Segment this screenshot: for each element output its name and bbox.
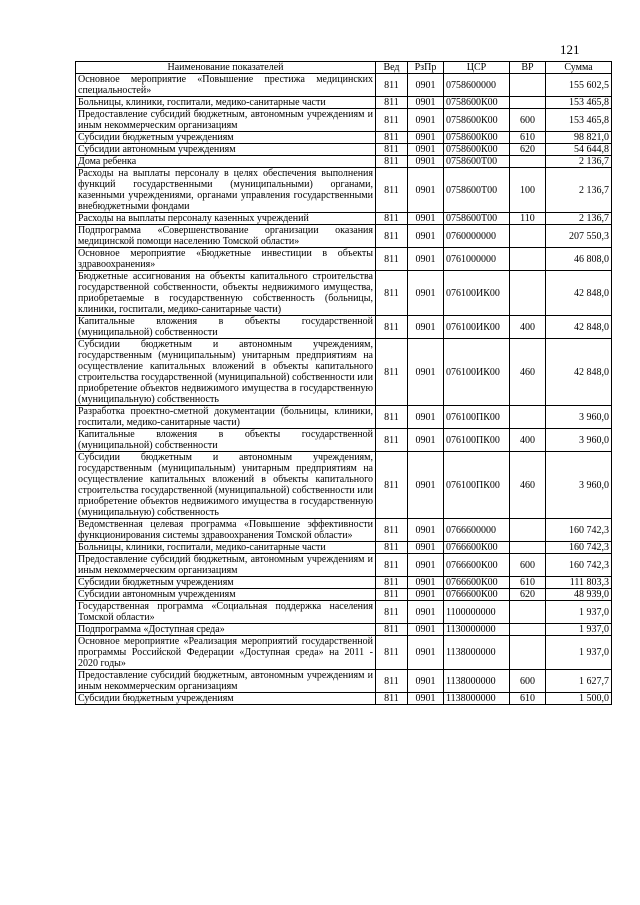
- cell-rzpr: 0901: [408, 248, 444, 271]
- cell-rzpr: 0901: [408, 519, 444, 542]
- cell-ved: 811: [376, 542, 408, 554]
- table-row: [76, 213, 612, 225]
- cell-name: Бюджетные ассигнования на объекты капитального строительства государственной собственности, объекты недвижимого имущества, приобретаемые в государственную собственность (больницы, клиники, госпитали, медико-санитарные части): [76, 271, 376, 316]
- cell-ved: 811: [376, 636, 408, 670]
- cell-ved: 811: [376, 316, 408, 339]
- cell-rzpr: 0901: [408, 213, 444, 225]
- table-row: [76, 109, 612, 132]
- cell-name: Разработка проектно-сметной документации (больницы, клиники, госпитали, медико-санитарные части): [76, 406, 376, 429]
- cell-ved: 811: [376, 589, 408, 601]
- cell-sum: 1 937,0: [546, 624, 612, 636]
- cell-ved: 811: [376, 693, 408, 705]
- cell-vr: [510, 271, 546, 316]
- cell-name: Субсидии бюджетным учреждениям: [76, 577, 376, 589]
- cell-ved: 811: [376, 144, 408, 156]
- cell-sum: 153 465,8: [546, 97, 612, 109]
- cell-name: Основное мероприятие «Реализация мероприятий государственной программы Российской Федерации «Доступная среда» на 2011 - 2020 годы»: [76, 636, 376, 670]
- cell-sum: 42 848,0: [546, 316, 612, 339]
- cell-rzpr: 0901: [408, 109, 444, 132]
- cell-ved: 811: [376, 339, 408, 406]
- cell-name: Предоставление субсидий бюджетным, автономным учреждениям и иным некоммерческим организациям: [76, 554, 376, 577]
- cell-vr: 460: [510, 452, 546, 519]
- cell-ved: 811: [376, 452, 408, 519]
- table-row: [76, 271, 612, 316]
- table-row: [76, 225, 612, 248]
- cell-sum: 1 500,0: [546, 693, 612, 705]
- table-row: [76, 452, 612, 519]
- cell-rzpr: 0901: [408, 624, 444, 636]
- cell-rzpr: 0901: [408, 601, 444, 624]
- cell-sum: 42 848,0: [546, 271, 612, 316]
- cell-csr: 1130000000: [444, 624, 510, 636]
- cell-name: Расходы на выплаты персоналу казенных учреждений: [76, 213, 376, 225]
- cell-csr: 076100ПК00: [444, 452, 510, 519]
- cell-csr: 076100ПК00: [444, 406, 510, 429]
- table-row: [76, 168, 612, 213]
- page-number: 121: [560, 42, 580, 57]
- cell-name: Субсидии бюджетным учреждениям: [76, 132, 376, 144]
- cell-vr: [510, 225, 546, 248]
- cell-vr: [510, 624, 546, 636]
- table-row: [76, 693, 612, 705]
- cell-csr: 0758600Т00: [444, 168, 510, 213]
- cell-csr: 076100ИК00: [444, 316, 510, 339]
- cell-rzpr: 0901: [408, 542, 444, 554]
- table-row: [76, 316, 612, 339]
- cell-sum: 1 937,0: [546, 636, 612, 670]
- table-row: [76, 74, 612, 97]
- cell-csr: 0758600Т00: [444, 156, 510, 168]
- cell-sum: 98 821,0: [546, 132, 612, 144]
- cell-name: Субсидии автономным учреждениям: [76, 144, 376, 156]
- cell-name: Больницы, клиники, госпитали, медико-санитарные части: [76, 542, 376, 554]
- cell-rzpr: 0901: [408, 636, 444, 670]
- cell-vr: [510, 74, 546, 97]
- table-row: [76, 429, 612, 452]
- table-row: [76, 577, 612, 589]
- table-row: [76, 339, 612, 406]
- cell-vr: [510, 97, 546, 109]
- cell-name: Подпрограмма «Совершенствование организации оказания медицинской помощи населению Томской области»: [76, 225, 376, 248]
- cell-name: Капитальные вложения в объекты государственной (муниципальной) собственности: [76, 316, 376, 339]
- cell-sum: 160 742,3: [546, 554, 612, 577]
- table-row: [76, 624, 612, 636]
- header-sum: Сумма: [546, 62, 612, 74]
- cell-ved: 811: [376, 601, 408, 624]
- cell-csr: 1138000000: [444, 636, 510, 670]
- table-row: [76, 248, 612, 271]
- cell-vr: [510, 156, 546, 168]
- cell-vr: 600: [510, 109, 546, 132]
- cell-sum: 153 465,8: [546, 109, 612, 132]
- cell-name: Государственная программа «Социальная поддержка населения Томской области»: [76, 601, 376, 624]
- cell-ved: 811: [376, 248, 408, 271]
- cell-sum: 46 808,0: [546, 248, 612, 271]
- cell-ved: 811: [376, 109, 408, 132]
- cell-sum: 160 742,3: [546, 542, 612, 554]
- table-row: [76, 519, 612, 542]
- cell-sum: 42 848,0: [546, 339, 612, 406]
- cell-vr: [510, 519, 546, 542]
- table-row: [76, 589, 612, 601]
- cell-sum: 1 937,0: [546, 601, 612, 624]
- cell-csr: 0766600К00: [444, 589, 510, 601]
- cell-rzpr: 0901: [408, 577, 444, 589]
- table-row: [76, 554, 612, 577]
- cell-csr: 0758600К00: [444, 132, 510, 144]
- cell-vr: 610: [510, 577, 546, 589]
- cell-vr: [510, 542, 546, 554]
- table-row: [76, 132, 612, 144]
- cell-vr: 610: [510, 693, 546, 705]
- cell-sum: 3 960,0: [546, 406, 612, 429]
- cell-ved: 811: [376, 577, 408, 589]
- cell-rzpr: 0901: [408, 97, 444, 109]
- table-row: [76, 144, 612, 156]
- cell-rzpr: 0901: [408, 156, 444, 168]
- cell-csr: 1138000000: [444, 693, 510, 705]
- cell-rzpr: 0901: [408, 589, 444, 601]
- cell-name: Предоставление субсидий бюджетным, автономным учреждениям и иным некоммерческим организациям: [76, 670, 376, 693]
- cell-sum: 207 550,3: [546, 225, 612, 248]
- header-name: Наименование показателей: [76, 62, 376, 74]
- cell-vr: 620: [510, 589, 546, 601]
- cell-csr: 076100ИК00: [444, 339, 510, 406]
- cell-name: Субсидии бюджетным учреждениям: [76, 693, 376, 705]
- cell-name: Больницы, клиники, госпитали, медико-санитарные части: [76, 97, 376, 109]
- budget-table: [75, 61, 612, 705]
- cell-rzpr: 0901: [408, 554, 444, 577]
- cell-csr: 0766600К00: [444, 554, 510, 577]
- cell-rzpr: 0901: [408, 316, 444, 339]
- cell-csr: 1138000000: [444, 670, 510, 693]
- cell-csr: 0758600К00: [444, 109, 510, 132]
- cell-vr: 600: [510, 554, 546, 577]
- cell-name: Подпрограмма «Доступная среда»: [76, 624, 376, 636]
- cell-sum: 2 136,7: [546, 213, 612, 225]
- cell-csr: 0766600К00: [444, 542, 510, 554]
- cell-sum: 48 939,0: [546, 589, 612, 601]
- cell-vr: 610: [510, 132, 546, 144]
- table-row: [76, 156, 612, 168]
- cell-rzpr: 0901: [408, 670, 444, 693]
- header-rzpr: РзПр: [408, 62, 444, 74]
- cell-ved: 811: [376, 429, 408, 452]
- cell-name: Расходы на выплаты персоналу в целях обеспечения выполнения функций государственными (муниципальными) органами, казенными учреждениями, органами управления государственными внебюджетными фондами: [76, 168, 376, 213]
- cell-name: Субсидии бюджетным и автономным учреждениям, государственным (муниципальным) унитарным предприятиям на осуществление капитальных вложений в объекты капитального строительства государственной (муниципальной) собственности или приобретение объектов недвижимого имущества в государственную (муниципальную) собственность: [76, 452, 376, 519]
- cell-sum: 3 960,0: [546, 452, 612, 519]
- cell-vr: [510, 601, 546, 624]
- table-row: [76, 636, 612, 670]
- cell-name: Основное мероприятие «Бюджетные инвестиции в объекты здравоохранения»: [76, 248, 376, 271]
- cell-ved: 811: [376, 225, 408, 248]
- cell-sum: 54 644,8: [546, 144, 612, 156]
- cell-name: Субсидии автономным учреждениям: [76, 589, 376, 601]
- cell-rzpr: 0901: [408, 271, 444, 316]
- cell-csr: 0766600К00: [444, 577, 510, 589]
- cell-vr: [510, 636, 546, 670]
- cell-sum: 2 136,7: [546, 156, 612, 168]
- table-row: [76, 97, 612, 109]
- table-row: [76, 406, 612, 429]
- table-row: [76, 542, 612, 554]
- cell-ved: 811: [376, 554, 408, 577]
- cell-csr: 0758600Т00: [444, 213, 510, 225]
- cell-rzpr: 0901: [408, 168, 444, 213]
- cell-sum: 155 602,5: [546, 74, 612, 97]
- cell-vr: 110: [510, 213, 546, 225]
- cell-ved: 811: [376, 97, 408, 109]
- cell-rzpr: 0901: [408, 406, 444, 429]
- cell-csr: 0760000000: [444, 225, 510, 248]
- cell-vr: 460: [510, 339, 546, 406]
- cell-name: Субсидии бюджетным и автономным учреждениям, государственным (муниципальным) унитарным предприятиям на осуществление капитальных вложений в объекты капитального строительства государственной (муниципальной) собственности или приобретение объектов недвижимого имущества в государственную (муниципальную) собственность: [76, 339, 376, 406]
- cell-sum: 111 803,3: [546, 577, 612, 589]
- cell-ved: 811: [376, 670, 408, 693]
- cell-rzpr: 0901: [408, 74, 444, 97]
- cell-name: Ведомственная целевая программа «Повышение эффективности функционирования системы здравоохранения Томской области»: [76, 519, 376, 542]
- cell-vr: [510, 248, 546, 271]
- cell-sum: 3 960,0: [546, 429, 612, 452]
- cell-rzpr: 0901: [408, 429, 444, 452]
- cell-rzpr: 0901: [408, 144, 444, 156]
- cell-csr: 0758600000: [444, 74, 510, 97]
- cell-rzpr: 0901: [408, 225, 444, 248]
- cell-ved: 811: [376, 168, 408, 213]
- table-row: [76, 670, 612, 693]
- cell-rzpr: 0901: [408, 452, 444, 519]
- table-body: [76, 74, 612, 705]
- cell-name: Капитальные вложения в объекты государственной (муниципальной) собственности: [76, 429, 376, 452]
- header-ved: Вед: [376, 62, 408, 74]
- cell-name: Дома ребенка: [76, 156, 376, 168]
- cell-rzpr: 0901: [408, 339, 444, 406]
- cell-ved: 811: [376, 271, 408, 316]
- cell-sum: 1 627,7: [546, 670, 612, 693]
- table-row: [76, 601, 612, 624]
- cell-vr: 400: [510, 429, 546, 452]
- cell-csr: 0761000000: [444, 248, 510, 271]
- cell-vr: 600: [510, 670, 546, 693]
- cell-name: Предоставление субсидий бюджетным, автономным учреждениям и иным некоммерческим организациям: [76, 109, 376, 132]
- cell-ved: 811: [376, 132, 408, 144]
- cell-ved: 811: [376, 74, 408, 97]
- header-vr: ВР: [510, 62, 546, 74]
- cell-ved: 811: [376, 624, 408, 636]
- cell-ved: 811: [376, 519, 408, 542]
- cell-rzpr: 0901: [408, 132, 444, 144]
- cell-csr: 076100ПК00: [444, 429, 510, 452]
- cell-csr: 0758600К00: [444, 97, 510, 109]
- cell-csr: 1100000000: [444, 601, 510, 624]
- cell-csr: 0766600000: [444, 519, 510, 542]
- cell-rzpr: 0901: [408, 693, 444, 705]
- cell-ved: 811: [376, 213, 408, 225]
- cell-vr: 400: [510, 316, 546, 339]
- cell-ved: 811: [376, 406, 408, 429]
- header-csr: ЦСР: [444, 62, 510, 74]
- cell-name: Основное мероприятие «Повышение престижа медицинских специальностей»: [76, 74, 376, 97]
- cell-vr: 620: [510, 144, 546, 156]
- cell-vr: 100: [510, 168, 546, 213]
- cell-sum: 2 136,7: [546, 168, 612, 213]
- cell-csr: 076100ИК00: [444, 271, 510, 316]
- cell-vr: [510, 406, 546, 429]
- cell-csr: 0758600К00: [444, 144, 510, 156]
- cell-sum: 160 742,3: [546, 519, 612, 542]
- table-header-row: [76, 62, 612, 74]
- cell-ved: 811: [376, 156, 408, 168]
